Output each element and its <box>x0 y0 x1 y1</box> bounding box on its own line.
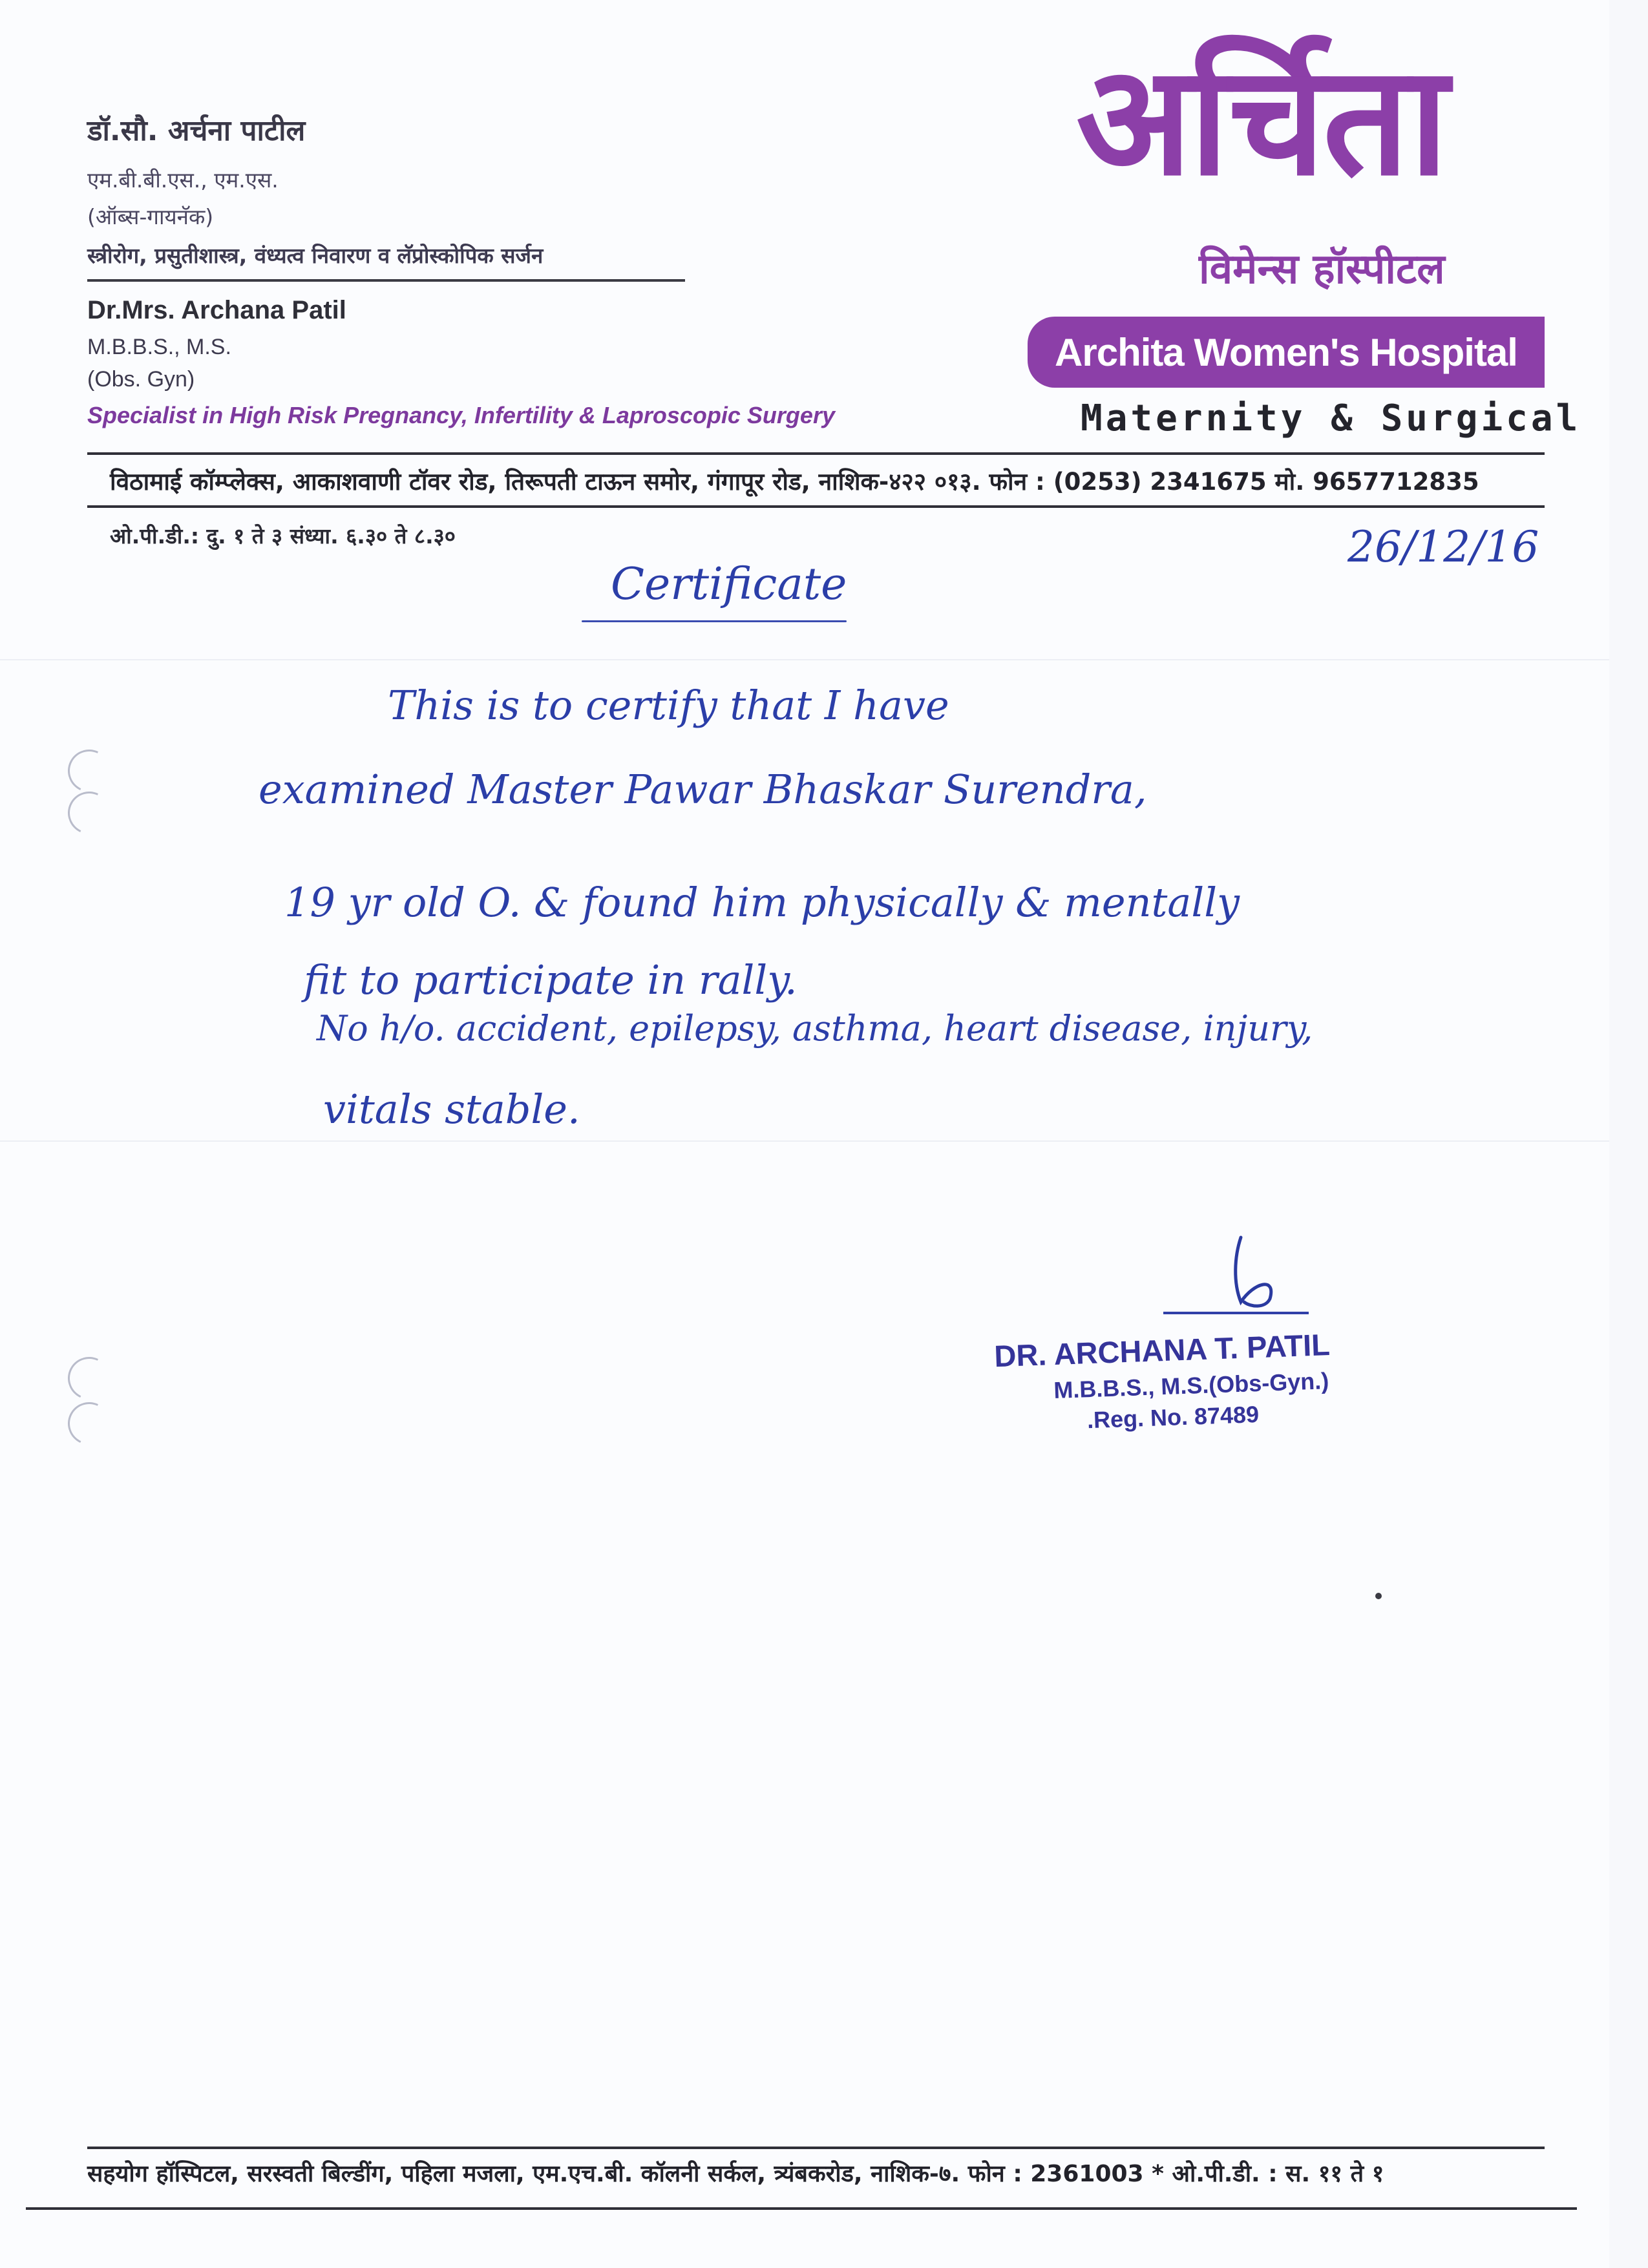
doctor-services-marathi: स्त्रीरोग, प्रसुतीशास्त्र, वंध्यत्व निवारण व लॅप्रोस्कोपिक सर्जन <box>87 243 544 268</box>
handwritten-title: Certificate <box>611 559 847 610</box>
doctor-name-marathi: डॉ.सौ. अर्चना पाटील <box>87 114 306 147</box>
certificate-line: examined Master Pawar Bhaskar Surendra, <box>259 766 1147 813</box>
doctor-specialty-marathi: (ऑब्स-गायनॅक) <box>87 204 214 229</box>
signature-line <box>1163 1312 1309 1314</box>
doctor-degrees-english: M.B.B.S., M.S. <box>87 335 231 359</box>
handwritten-date: 26/12/16 <box>1347 522 1539 572</box>
stamp-name: DR. ARCHANA T. PATIL <box>993 1327 1331 1374</box>
stamp-registration: .Reg. No. 87489 <box>1086 1400 1260 1434</box>
certificate-line: vitals stable. <box>323 1086 580 1133</box>
doctor-stamp <box>994 1324 1411 1437</box>
doctor-specialty-english: (Obs. Gyn) <box>87 367 195 392</box>
paper-crease <box>0 1140 1609 1142</box>
ink-speck <box>1375 1593 1382 1599</box>
certificate-line: This is to certify that I have <box>388 682 949 729</box>
signature-mark <box>1215 1231 1293 1330</box>
certificate-line: 19 yr old O. & found him physically & mentally <box>284 879 1240 926</box>
address-top-rule <box>87 452 1545 455</box>
footer-top-rule <box>87 2147 1545 2149</box>
hospital-logo-title: अर्चिता <box>1076 33 1446 209</box>
hospital-name-banner <box>1028 317 1545 388</box>
doctor-name-english: Dr.Mrs. Archana Patil <box>87 296 346 324</box>
opd-hours: ओ.पी.डी.: दु. १ ते ३ संध्या. ६.३० ते ८.३० <box>110 523 456 549</box>
footer-bottom-rule <box>26 2207 1577 2210</box>
hospital-tagline: Maternity & Surgical <box>1081 397 1581 439</box>
certificate-line: No h/o. accident, epilepsy, asthma, heart disease, injury, <box>317 1008 1313 1049</box>
hospital-name-english: Archita Women's Hospital <box>1055 330 1517 374</box>
stamp-degrees: M.B.B.S., M.S.(Obs-Gyn.) <box>1053 1367 1329 1404</box>
header-divider <box>87 279 685 282</box>
doctor-services-english: Specialist in High Risk Pregnancy, Infertility & Laproscopic Surgery <box>87 402 835 428</box>
paper-crease <box>0 659 1609 660</box>
certificate-line: fit to participate in rally. <box>304 956 798 1003</box>
address-bottom-rule <box>87 505 1545 508</box>
hospital-logo-subtitle: विमेन्स हॉस्पीटल <box>1199 246 1445 293</box>
doctor-degrees-marathi: एम.बी.बी.एस., एम.एस. <box>87 167 279 193</box>
hospital-address: विठामाई कॉम्प्लेक्स, आकाशवाणी टॉवर रोड, तिरूपती टाऊन समोर, गंगापूर रोड, नाशिक-४२२ ०१३. फोन : (0253) 2341675 मो. 9657712835 <box>110 468 1479 496</box>
footer-address: सहयोग हॉस्पिटल, सरस्वती बिल्डींग, पहिला मजला, एम.एच.बी. कॉलनी सर्कल, त्र्यंबकरोड, नाशिक-७. फोन : 2361003 * ओ.पी.डी. : स. ११ ते १ <box>87 2161 1384 2187</box>
title-underline <box>582 620 847 622</box>
